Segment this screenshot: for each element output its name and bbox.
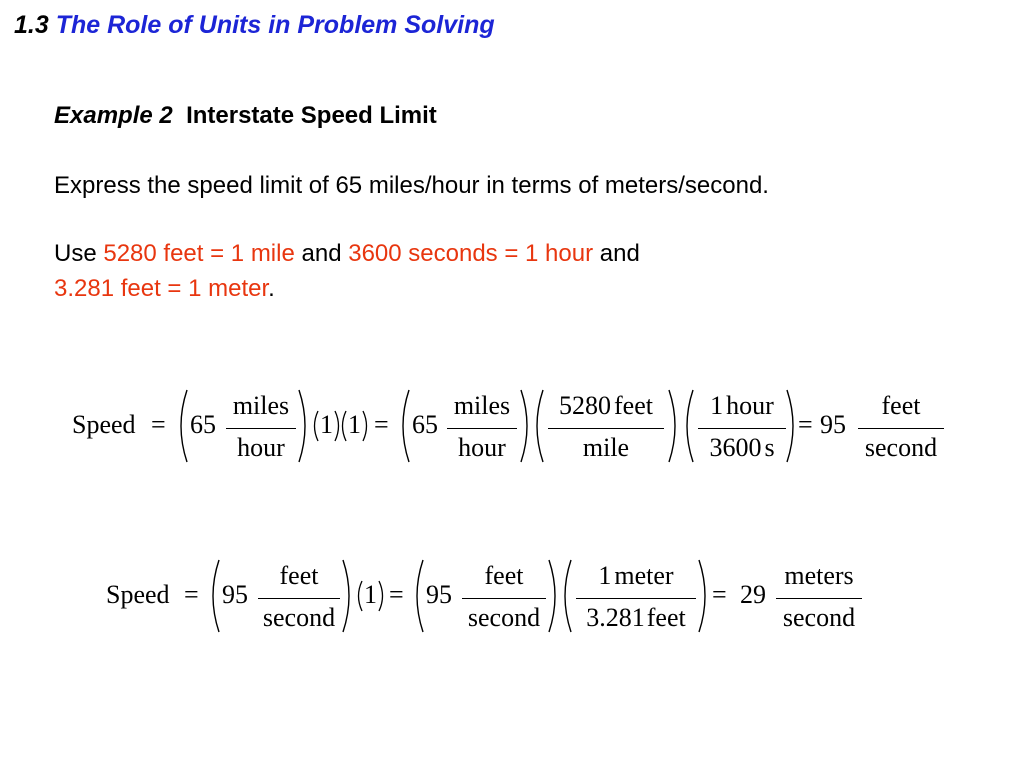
speed-label: Speed (106, 580, 170, 609)
paren-right (333, 410, 343, 442)
paren-right (784, 388, 800, 464)
fraction-denominator: second (782, 603, 856, 632)
equals-sign: = (712, 580, 727, 609)
paren-left (396, 388, 412, 464)
fraction-bar (698, 428, 786, 429)
equals-sign: = (151, 410, 166, 439)
fraction-denominator: second (262, 603, 336, 632)
fraction-bar (462, 598, 546, 599)
one-factor: 1 (364, 580, 377, 609)
use-prefix: Use (54, 240, 104, 267)
fraction-denominator: hour (237, 433, 285, 462)
fraction-bar (776, 598, 862, 599)
page-title (14, 11, 495, 40)
result-value: 29 (740, 580, 766, 609)
numerator-value: 1 (598, 561, 612, 590)
conversion-line-1 (54, 240, 640, 268)
fraction-numerator (697, 391, 787, 421)
denominator-value: 3600 (709, 433, 762, 462)
example-prompt: Express the speed limit of 65 miles/hour in terms of meters/second. (54, 172, 769, 199)
paren-right (696, 558, 712, 634)
fraction-bar (258, 598, 340, 599)
and-text-1: and (294, 240, 349, 267)
numerator-value: 5280 (559, 391, 612, 420)
paren-left (174, 388, 190, 464)
one-factor: 1 (320, 410, 333, 439)
equals-sign: = (389, 580, 404, 609)
example-label: Example 2 (54, 102, 173, 129)
paren-left (206, 558, 222, 634)
conversion-line-2 (54, 275, 275, 303)
coefficient: 95 (426, 580, 452, 609)
fraction-numerator: feet (484, 561, 524, 590)
fraction-bar (447, 428, 517, 429)
section-number: 1.3 (14, 11, 49, 39)
numerator-value: 1 (710, 391, 724, 420)
equals-sign: = (184, 580, 199, 609)
fraction-bar (858, 428, 944, 429)
paren-left (410, 558, 426, 634)
conversion-seconds-hour: 3600 seconds = 1 hour (348, 240, 594, 267)
paren-right (377, 580, 387, 612)
paren-right (296, 388, 312, 464)
paren-right (340, 558, 356, 634)
fraction-denominator (697, 433, 787, 463)
numerator-unit: feet (614, 391, 653, 420)
paren-left (530, 388, 546, 464)
result-value: 95 (820, 410, 846, 439)
paren-left (680, 388, 696, 464)
numerator-unit: hour (726, 391, 774, 420)
denominator-unit: feet (646, 603, 686, 632)
fraction-numerator (546, 391, 666, 421)
numerator-unit: meter (614, 561, 674, 590)
fraction-denominator: second (864, 433, 938, 462)
fraction-bar (226, 428, 296, 429)
paren-right (518, 388, 534, 464)
coefficient: 65 (190, 410, 216, 439)
paren-right (546, 558, 562, 634)
fraction-denominator (574, 603, 698, 633)
period: . (268, 275, 275, 302)
denominator-value: 3.281 (586, 603, 645, 632)
example-heading (54, 102, 437, 130)
fraction-numerator: feet (881, 391, 921, 420)
conversion-feet-mile: 5280 feet = 1 mile (103, 240, 295, 267)
fraction-denominator: hour (458, 433, 506, 462)
one-factor: 1 (348, 410, 361, 439)
paren-right (666, 388, 682, 464)
paren-left (354, 580, 364, 612)
paren-left (310, 410, 320, 442)
fraction-bar (548, 428, 664, 429)
equals-sign: = (374, 410, 389, 439)
fraction-bar (576, 598, 696, 599)
fraction-numerator (574, 561, 698, 591)
paren-right (361, 410, 371, 442)
paren-left (558, 558, 574, 634)
fraction-numerator: meters (784, 561, 854, 590)
fraction-denominator: second (467, 603, 541, 632)
example-title: Interstate Speed Limit (186, 102, 437, 129)
paren-left (338, 410, 348, 442)
coefficient: 65 (412, 410, 438, 439)
fraction-numerator: feet (279, 561, 319, 590)
speed-label: Speed (72, 410, 136, 439)
coefficient: 95 (222, 580, 248, 609)
and-text-2: and (593, 240, 640, 267)
fraction-numerator: miles (232, 391, 290, 420)
section-title: The Role of Units in Problem Solving (55, 11, 495, 39)
denominator-unit: s (764, 433, 775, 462)
fraction-denominator: mile (582, 433, 630, 462)
conversion-feet-meter: 3.281 feet = 1 meter (54, 275, 269, 302)
fraction-numerator: miles (453, 391, 511, 420)
equals-sign: = (798, 410, 813, 439)
